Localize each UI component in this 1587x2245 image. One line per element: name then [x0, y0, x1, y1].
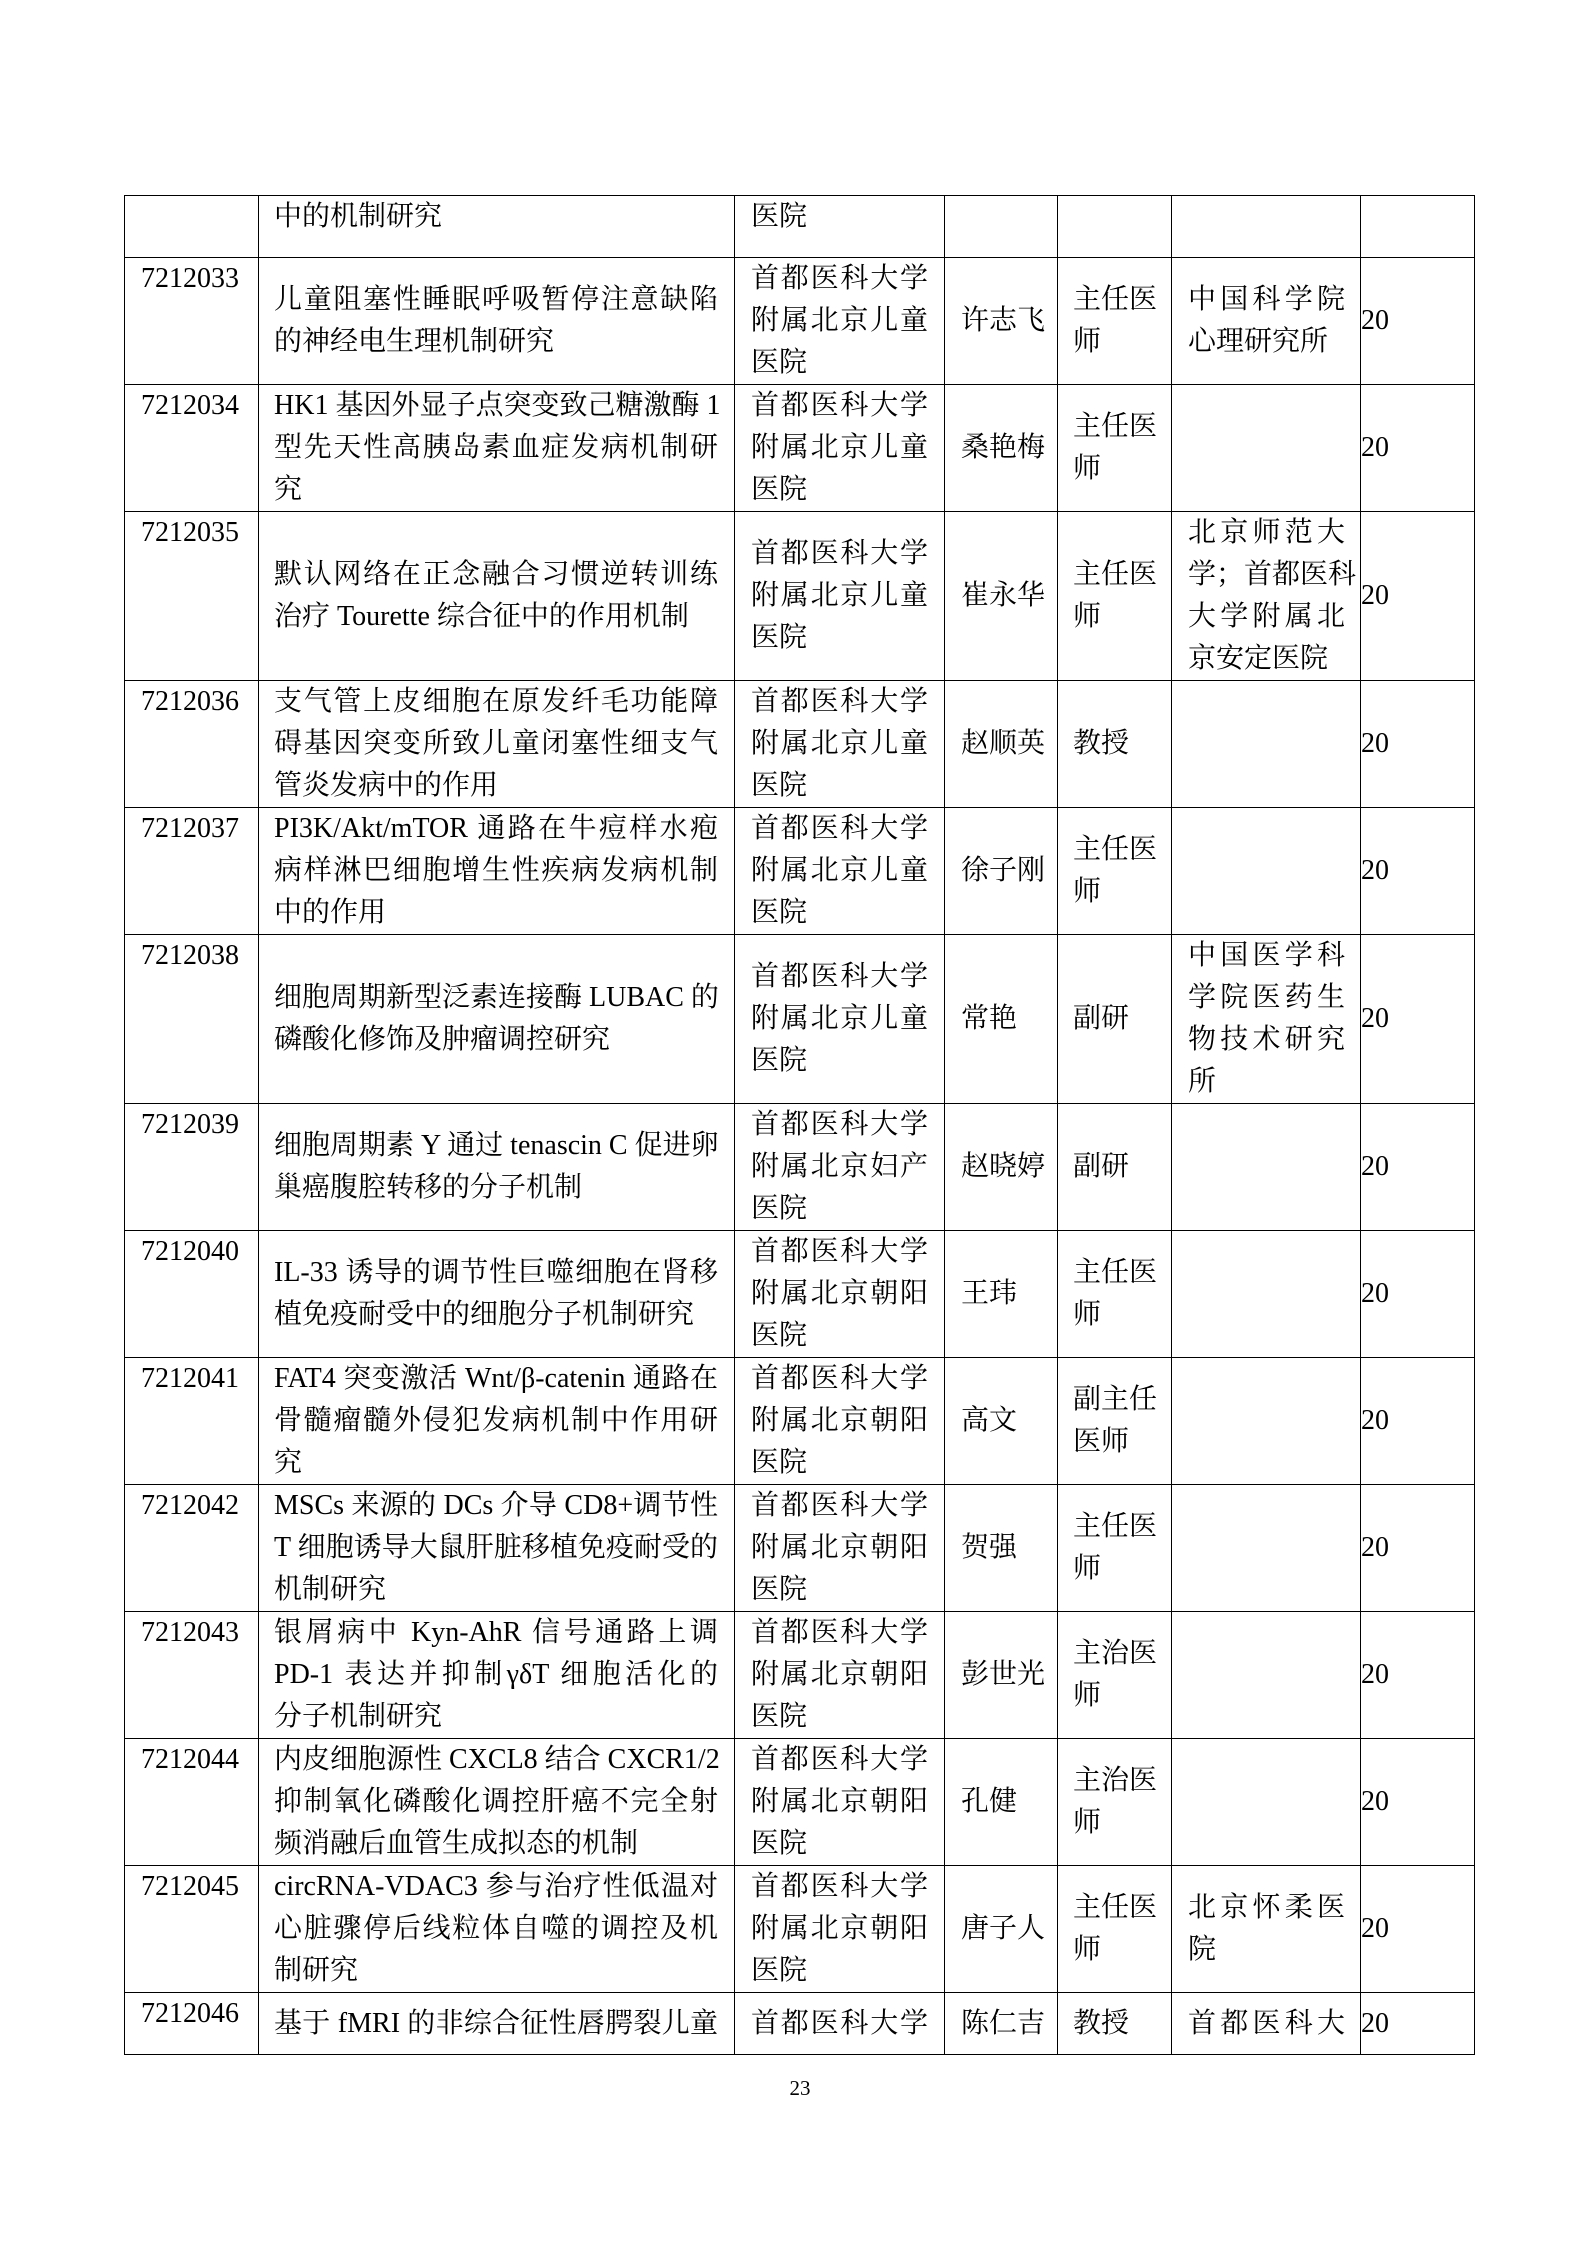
cell-institution [735, 512, 945, 681]
institution-line: 医院 [751, 474, 808, 505]
partner-institution-line: 心理研究所 [1188, 326, 1329, 357]
project-title-line: PI3K/Akt/mTOR 通路在牛痘样水疱 [274, 813, 718, 844]
cell-project-id [125, 258, 259, 385]
table-row [125, 385, 1475, 512]
project-title-line: MSCs 来源的 DCs 介导 CD8+调节性 [274, 1490, 718, 1521]
table-row [125, 1866, 1475, 1993]
cell-project-id [125, 808, 259, 935]
cell-institution [735, 258, 945, 385]
table-row [125, 1485, 1475, 1612]
project-title-line: 型先天性高胰岛素血症发病机制研 [274, 432, 718, 463]
cell-partner-institution [1172, 1866, 1361, 1993]
title-rank-line: 师 [1073, 1299, 1102, 1330]
cell-pi-name [945, 258, 1058, 385]
title-rank-line: 主治医 [1073, 1765, 1158, 1796]
institution-line: 附属北京朝阳 [751, 1532, 928, 1563]
cell-pi-name [945, 1231, 1058, 1358]
funding-text: 20 [1361, 580, 1389, 611]
title-rank-line: 主任医 [1073, 1257, 1158, 1288]
cell-project-title [259, 935, 735, 1104]
institution-line: 医院 [751, 1955, 808, 1986]
cell-institution [735, 1104, 945, 1231]
cell-partner-institution [1172, 1104, 1361, 1231]
institution-line: 附属北京朝阳 [751, 1659, 928, 1690]
institution-line: 医院 [751, 897, 808, 928]
cell-institution [735, 1231, 945, 1358]
institution-line: 附属北京儿童 [751, 728, 928, 759]
title-rank-line: 师 [1073, 601, 1102, 632]
partner-institution-line: 院 [1188, 1934, 1217, 1965]
cell-pi-name [945, 196, 1058, 258]
institution-line: 首都医科大学 [751, 1109, 928, 1140]
table-row [125, 808, 1475, 935]
institution-line: 首都医科大学 [751, 2007, 928, 2039]
funding-text: 20 [1361, 2007, 1389, 2039]
project-title-line: 骨髓瘤髓外侵犯发病机制中作用研 [274, 1405, 718, 1436]
cell-funding [1361, 1104, 1475, 1231]
cell-institution [735, 935, 945, 1104]
partner-institution-line: 所 [1188, 1066, 1217, 1097]
pi-name-text: 赵顺英 [961, 728, 1046, 759]
cell-funding [1361, 808, 1475, 935]
title-rank-line: 师 [1073, 1934, 1102, 1965]
title-rank-line: 主任医 [1073, 559, 1158, 590]
institution-line: 首都医科大学 [751, 1490, 928, 1521]
cell-funding [1361, 512, 1475, 681]
institution-line: 首都医科大学 [751, 961, 928, 992]
cell-project-id [125, 1866, 259, 1993]
cell-project-title [259, 1866, 735, 1993]
project-id-text: 7212037 [141, 813, 239, 844]
title-rank-line: 师 [1073, 326, 1102, 357]
funding-text: 20 [1361, 1659, 1389, 1690]
cell-funding [1361, 1485, 1475, 1612]
cell-pi-name [945, 1993, 1058, 2055]
cell-institution [735, 1866, 945, 1993]
cell-title-rank [1058, 196, 1172, 258]
funding-text: 20 [1361, 1913, 1389, 1944]
cell-pi-name [945, 1866, 1058, 1993]
table-row [125, 1231, 1475, 1358]
project-title-line: 银屑病中 Kyn-AhR 信号通路上调 [274, 1617, 718, 1648]
cell-funding [1361, 1231, 1475, 1358]
institution-line: 附属北京儿童 [751, 855, 928, 886]
cell-pi-name [945, 385, 1058, 512]
funding-text: 20 [1361, 1405, 1389, 1436]
pi-name-text: 彭世光 [961, 1659, 1046, 1690]
title-rank-line: 医师 [1073, 1426, 1130, 1457]
project-id-text: 7212036 [141, 686, 239, 717]
project-title-line: 巢癌腹腔转移的分子机制 [274, 1172, 583, 1203]
project-title-line: 细胞周期素 Y 通过 tenascin C 促进卵 [274, 1130, 719, 1161]
cell-institution [735, 1739, 945, 1866]
cell-partner-institution [1172, 258, 1361, 385]
cell-partner-institution [1172, 1485, 1361, 1612]
pi-name-text: 王玮 [961, 1278, 1018, 1309]
institution-line: 首都医科大学 [751, 686, 928, 717]
pi-name-text: 常艳 [961, 1003, 1018, 1034]
cell-funding [1361, 1612, 1475, 1739]
project-id-text: 7212038 [141, 940, 239, 971]
cell-project-title [259, 1231, 735, 1358]
title-rank-line: 主任医 [1073, 834, 1158, 865]
project-table-body [125, 196, 1475, 2055]
cell-project-id [125, 935, 259, 1104]
pi-name-text: 许志飞 [961, 305, 1046, 336]
cell-partner-institution [1172, 681, 1361, 808]
project-id-text: 7212046 [141, 1998, 239, 2029]
project-title-line: 内皮细胞源性 CXCL8 结合 CXCR1/2 [274, 1744, 720, 1775]
partner-institution-line: 中国医学科 [1188, 940, 1345, 971]
institution-line: 首都医科大学 [751, 1871, 928, 1902]
project-title-line: circRNA-VDAC3 参与治疗性低温对 [274, 1871, 718, 1902]
funding-text: 20 [1361, 1278, 1389, 1309]
pi-name-text: 桑艳梅 [961, 432, 1046, 463]
cell-partner-institution [1172, 196, 1361, 258]
cell-title-rank [1058, 1358, 1172, 1485]
project-id-text: 7212044 [141, 1744, 239, 1775]
title-rank-line: 主任医 [1073, 284, 1158, 315]
institution-line: 附属北京妇产 [751, 1151, 928, 1182]
cell-project-id [125, 1231, 259, 1358]
cell-project-id [125, 512, 259, 681]
cell-title-rank [1058, 512, 1172, 681]
cell-project-id [125, 1612, 259, 1739]
cell-project-title [259, 1485, 735, 1612]
institution-line: 首都医科大学 [751, 263, 928, 294]
institution-line: 首都医科大学 [751, 1236, 928, 1267]
partner-institution-line: 北京怀柔医 [1188, 1892, 1345, 1923]
cell-title-rank [1058, 1612, 1172, 1739]
institution-line: 附属北京儿童 [751, 1003, 928, 1034]
cell-title-rank [1058, 1485, 1172, 1612]
cell-pi-name [945, 1739, 1058, 1866]
pi-name-text: 高文 [961, 1405, 1018, 1436]
partner-institution-line: 北京师范大 [1188, 517, 1345, 548]
funding-text: 20 [1361, 855, 1389, 886]
title-rank-line: 主任医 [1073, 411, 1158, 442]
cell-project-title [259, 1993, 735, 2055]
institution-line: 首都医科大学 [751, 1617, 928, 1648]
cell-partner-institution [1172, 512, 1361, 681]
project-title-line: 治疗 Tourette 综合征中的作用机制 [274, 601, 689, 632]
institution-line: 医院 [751, 1193, 808, 1224]
institution-line: 医院 [751, 622, 808, 653]
cell-institution [735, 681, 945, 808]
project-title-line: 中的作用 [274, 897, 387, 928]
cell-funding [1361, 196, 1475, 258]
cell-project-title [259, 196, 735, 258]
title-rank-line: 副研 [1073, 1151, 1130, 1182]
title-rank-line: 师 [1073, 1553, 1102, 1584]
cell-title-rank [1058, 1866, 1172, 1993]
partner-institution-line: 大学附属北 [1188, 601, 1345, 632]
project-id-text: 7212042 [141, 1490, 239, 1521]
project-title-line: 植免疫耐受中的细胞分子机制研究 [274, 1299, 695, 1330]
institution-line: 首都医科大学 [751, 1744, 928, 1775]
cell-title-rank [1058, 1993, 1172, 2055]
funding-text: 20 [1361, 305, 1389, 336]
institution-line: 首都医科大学 [751, 390, 928, 421]
cell-project-title [259, 385, 735, 512]
table-row-continued [125, 196, 1475, 258]
cell-project-id [125, 1358, 259, 1485]
cell-project-title [259, 1612, 735, 1739]
title-rank-line: 副研 [1073, 1003, 1130, 1034]
cell-pi-name [945, 1485, 1058, 1612]
funding-text: 20 [1361, 1151, 1389, 1182]
project-title-line: 究 [274, 1447, 303, 1478]
institution-line: 医院 [751, 347, 808, 378]
institution-line: 医院 [751, 1447, 808, 1478]
cell-title-rank [1058, 258, 1172, 385]
project-title-line: 的神经电生理机制研究 [274, 326, 555, 357]
cell-project-title [259, 1358, 735, 1485]
project-title-line: 支气管上皮细胞在原发纤毛功能障 [274, 686, 718, 717]
table-row [125, 935, 1475, 1104]
cell-project-id [125, 1993, 259, 2055]
cell-funding [1361, 681, 1475, 808]
institution-line: 首都医科大学 [751, 538, 928, 569]
project-title-line: 碍基因突变所致儿童闭塞性细支气 [274, 728, 718, 759]
table-row [125, 1358, 1475, 1485]
cell-project-id [125, 385, 259, 512]
table-row [125, 512, 1475, 681]
funding-text: 20 [1361, 1532, 1389, 1563]
title-rank-line: 主任医 [1073, 1892, 1158, 1923]
project-title-line: 抑制氧化磷酸化调控肝癌不完全射 [274, 1786, 718, 1817]
project-title-line: 管炎发病中的作用 [274, 770, 499, 801]
cell-funding [1361, 1739, 1475, 1866]
project-title-line: IL-33 诱导的调节性巨噬细胞在肾移 [274, 1257, 718, 1288]
cell-title-rank [1058, 681, 1172, 808]
cell-title-rank [1058, 1104, 1172, 1231]
cell-partner-institution [1172, 935, 1361, 1104]
institution-line: 医院 [751, 1045, 808, 1076]
partner-institution-line: 首都医科大 [1188, 2007, 1345, 2039]
partner-institution-line: 物技术研究 [1188, 1024, 1345, 1055]
cell-pi-name [945, 1612, 1058, 1739]
pi-name-text: 陈仁吉 [961, 2007, 1046, 2039]
pi-name-text: 赵晓婷 [961, 1151, 1046, 1182]
cell-partner-institution [1172, 1612, 1361, 1739]
cell-partner-institution [1172, 1358, 1361, 1485]
pi-name-text: 徐子刚 [961, 855, 1046, 886]
funding-text: 20 [1361, 728, 1389, 759]
institution-line: 附属北京朝阳 [751, 1913, 928, 1944]
project-title-line: 机制研究 [274, 1574, 387, 1605]
cell-title-rank [1058, 1231, 1172, 1358]
project-title-line: 基于 fMRI 的非综合征性唇腭裂儿童 [274, 2007, 718, 2039]
cell-institution [735, 808, 945, 935]
institution-line: 附属北京朝阳 [751, 1786, 928, 1817]
cell-pi-name [945, 935, 1058, 1104]
institution-line: 附属北京朝阳 [751, 1278, 928, 1309]
project-id-text: 7212041 [141, 1363, 239, 1394]
cell-funding [1361, 1866, 1475, 1993]
cell-institution [735, 385, 945, 512]
cell-funding [1361, 258, 1475, 385]
cell-project-id [125, 1739, 259, 1866]
institution-line: 医院 [751, 1574, 808, 1605]
project-id-text: 7212033 [141, 263, 239, 294]
funding-text: 20 [1361, 1003, 1389, 1034]
project-title-line: 频消融后血管生成拟态的机制 [274, 1828, 639, 1859]
project-title-line: FAT4 突变激活 Wnt/β-catenin 通路在 [274, 1363, 718, 1394]
project-id-text: 7212040 [141, 1236, 239, 1267]
cell-funding [1361, 385, 1475, 512]
project-id-text: 7212045 [141, 1871, 239, 1902]
institution-line: 首都医科大学 [751, 1363, 928, 1394]
partner-institution-line: 学；首都医科 [1188, 559, 1357, 590]
cell-partner-institution [1172, 385, 1361, 512]
title-rank-line: 教授 [1073, 728, 1130, 759]
cell-institution [735, 1485, 945, 1612]
project-title-line: HK1 基因外显子点突变致己糖激酶 1 [274, 390, 721, 421]
project-id-text: 7212034 [141, 390, 239, 421]
project-title-line: 心脏骤停后线粒体自噬的调控及机 [274, 1913, 718, 1944]
institution-line: 附属北京儿童 [751, 432, 928, 463]
pi-name-text: 崔永华 [961, 580, 1046, 611]
cell-partner-institution [1172, 1739, 1361, 1866]
title-rank-line: 副主任 [1073, 1384, 1158, 1415]
cell-pi-name [945, 1358, 1058, 1485]
partner-institution-line: 学院医药生 [1188, 982, 1345, 1013]
cell-institution [735, 1612, 945, 1739]
cell-project-id [125, 681, 259, 808]
project-title-line: 中的机制研究 [274, 201, 443, 232]
title-rank-line: 主任医 [1073, 1511, 1158, 1542]
title-rank-line: 师 [1073, 876, 1102, 907]
title-rank-line: 教授 [1073, 2007, 1130, 2039]
cell-project-title [259, 1739, 735, 1866]
project-title-line: 病样淋巴细胞增生性疾病发病机制 [274, 855, 718, 886]
table-row [125, 1612, 1475, 1739]
institution-line: 首都医科大学 [751, 813, 928, 844]
pi-name-text: 孔健 [961, 1786, 1018, 1817]
cell-pi-name [945, 681, 1058, 808]
institution-line: 附属北京朝阳 [751, 1405, 928, 1436]
cell-project-id [125, 1104, 259, 1231]
cell-institution [735, 1358, 945, 1485]
cell-institution [735, 1993, 945, 2055]
funding-text: 20 [1361, 1786, 1389, 1817]
partner-institution-line: 京安定医院 [1188, 643, 1329, 674]
project-title-line: 默认网络在正念融合习惯逆转训练 [274, 559, 718, 590]
cell-title-rank [1058, 1739, 1172, 1866]
cell-project-title [259, 512, 735, 681]
project-title-line: 究 [274, 474, 303, 505]
cell-project-id [125, 1485, 259, 1612]
project-id-text: 7212035 [141, 517, 239, 548]
institution-line: 附属北京儿童 [751, 580, 928, 611]
table-row [125, 681, 1475, 808]
title-rank-line: 主治医 [1073, 1638, 1158, 1669]
project-title-line: 分子机制研究 [274, 1701, 443, 1732]
cell-project-title [259, 808, 735, 935]
cell-pi-name [945, 512, 1058, 681]
cell-partner-institution [1172, 1993, 1361, 2055]
project-title-line: T 细胞诱导大鼠肝脏移植免疫耐受的 [274, 1532, 718, 1563]
project-title-line: PD-1 表达并抑制γδT 细胞活化的 [274, 1659, 718, 1690]
cell-pi-name [945, 808, 1058, 935]
project-title-line: 细胞周期新型泛素连接酶 LUBAC 的 [274, 982, 719, 1013]
title-rank-line: 师 [1073, 1807, 1102, 1838]
funding-text: 20 [1361, 432, 1389, 463]
project-id-text: 7212043 [141, 1617, 239, 1648]
institution-line: 医院 [751, 1828, 808, 1859]
cell-project-title [259, 258, 735, 385]
table-row [125, 1104, 1475, 1231]
cell-project-title [259, 681, 735, 808]
cell-funding [1361, 1358, 1475, 1485]
cell-title-rank [1058, 935, 1172, 1104]
project-title-line: 儿童阻塞性睡眠呼吸暂停注意缺陷 [274, 284, 718, 315]
cell-project-title [259, 1104, 735, 1231]
project-id-text: 7212039 [141, 1109, 239, 1140]
cell-funding [1361, 1993, 1475, 2055]
cell-title-rank [1058, 385, 1172, 512]
pi-name-text: 唐子人 [961, 1913, 1046, 1944]
cell-project-id [125, 196, 259, 258]
institution-line: 医院 [751, 201, 808, 232]
institution-line: 医院 [751, 1320, 808, 1351]
table-row [125, 258, 1475, 385]
title-rank-line: 师 [1073, 1680, 1102, 1711]
project-title-line: 制研究 [274, 1955, 359, 1986]
title-rank-line: 师 [1073, 453, 1102, 484]
table-row [125, 1739, 1475, 1866]
table-row [125, 1993, 1475, 2055]
cell-title-rank [1058, 808, 1172, 935]
cell-institution [735, 196, 945, 258]
pi-name-text: 贺强 [961, 1532, 1018, 1563]
cell-pi-name [945, 1104, 1058, 1231]
cell-funding [1361, 935, 1475, 1104]
project-title-line: 磷酸化修饰及肿瘤调控研究 [274, 1024, 611, 1055]
project-table [124, 195, 1475, 2055]
page-number: 23 [789, 2076, 811, 2100]
cell-partner-institution [1172, 808, 1361, 935]
institution-line: 附属北京儿童 [751, 305, 928, 336]
institution-line: 医院 [751, 770, 808, 801]
institution-line: 医院 [751, 1701, 808, 1732]
partner-institution-line: 中国科学院 [1188, 284, 1345, 315]
cell-partner-institution [1172, 1231, 1361, 1358]
